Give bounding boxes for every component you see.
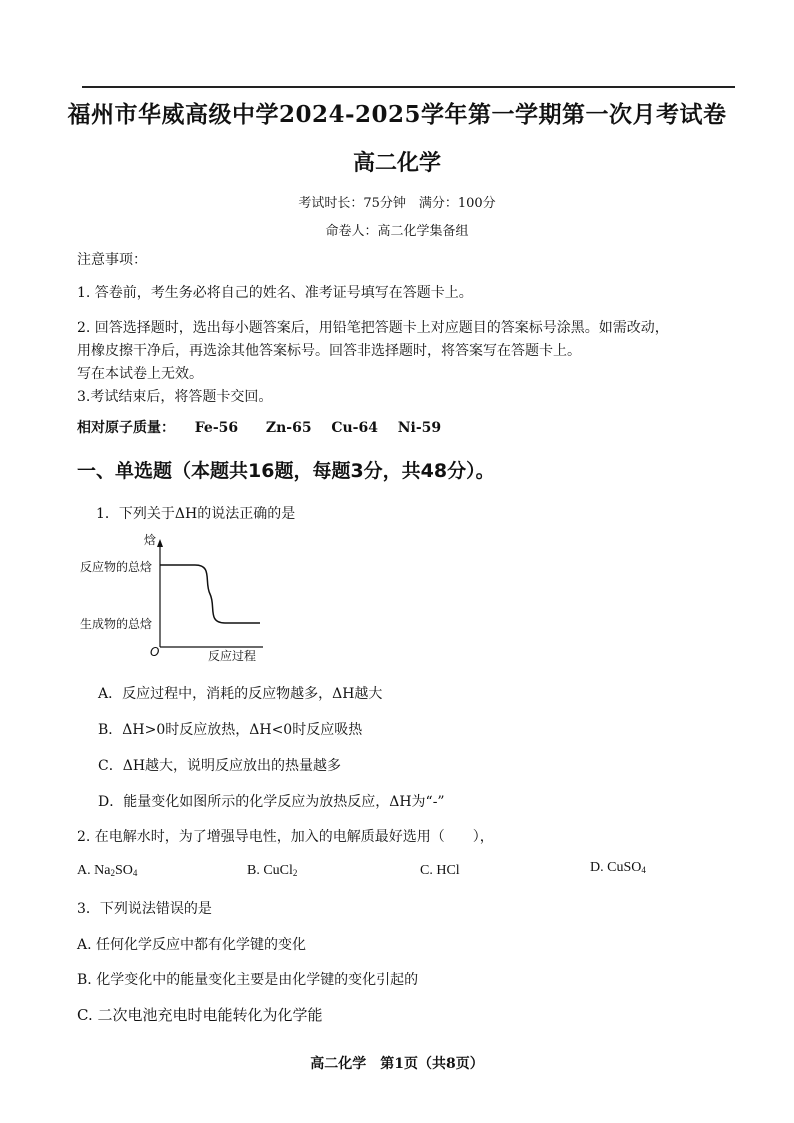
origin-label: O xyxy=(150,645,160,659)
header-rule xyxy=(82,86,735,88)
q1-option-b: B．ΔH>0时反应放热，ΔH<0时反应吸热 xyxy=(98,722,363,738)
exam-subject: 高二化学 xyxy=(352,150,441,176)
note-item-2-line1: 2. 回答选择题时，选出每小题答案后，用铅笔把答题卡上对应题目的答案标号涂黑。如需改动， xyxy=(77,320,669,336)
question-3-stem: 3．下列说法错误的是 xyxy=(77,901,212,917)
q3-option-b: B. 化学变化中的能量变化主要是由化学键的变化引起的 xyxy=(77,972,419,988)
note-item-3: 3.考试结束后，将答题卡交回。 xyxy=(77,389,273,405)
atomic-mass-zn: Zn-65 xyxy=(265,420,312,436)
atomic-mass-label: 相对原子质量： xyxy=(77,420,175,436)
note-item-2-line3: 写在本试卷上无效。 xyxy=(77,366,203,382)
x-axis-label: 反应过程 xyxy=(208,649,257,663)
q3-option-c: C. 二次电池充电时电能转化为化学能 xyxy=(77,1006,323,1024)
question-2-stem: 2. 在电解水时，为了增强导电性，加入的电解质最好选用（ ）， xyxy=(77,829,494,845)
enthalpy-chart-svg xyxy=(78,535,278,665)
q1-option-a: A．反应过程中，消耗的反应物越多，ΔH越大 xyxy=(98,686,383,702)
reactant-label: 反应物的总焓 xyxy=(80,560,153,574)
q3-option-a: A. 任何化学反应中都有化学键的变化 xyxy=(77,937,307,953)
atomic-mass-fe: Fe-56 xyxy=(194,420,239,436)
exam-time-info: 考试时长：75分钟 满分：100分 xyxy=(298,196,496,211)
product-label: 生成物的总焓 xyxy=(80,617,153,631)
atomic-mass-ni: Ni-59 xyxy=(397,420,442,436)
question-1-stem: 1．下列关于ΔH的说法正确的是 xyxy=(96,506,296,522)
enthalpy-chart xyxy=(78,535,278,665)
q1-option-c: C．ΔH越大，说明反应放出的热量越多 xyxy=(98,758,342,774)
notes-heading: 注意事项： xyxy=(77,252,147,268)
q2-option-b: B. CuCl$_2$ xyxy=(247,863,298,878)
q1-option-d: D．能量变化如图所示的化学反应为放热反应，ΔH为“-” xyxy=(98,794,445,810)
atomic-mass-line xyxy=(77,417,441,437)
q2-option-c: C. HCl xyxy=(420,863,460,878)
enthalpy-curve xyxy=(160,565,260,623)
y-axis-label: 焓 xyxy=(144,533,157,547)
exam-author: 命卷人：高二化学集备组 xyxy=(325,224,469,239)
q2-option-d: D. CuSO$_4$ xyxy=(590,860,646,875)
q2-option-a: A. $Na_2SO_4$ xyxy=(77,863,138,878)
atomic-mass-cu: Cu-64 xyxy=(331,420,378,436)
note-item-1: 1. 答卷前，考生务必将自己的姓名、准考证号填写在答题卡上。 xyxy=(77,285,473,301)
exam-title: 福州市华威高级中学2024-2025学年第一学期第一次月考试卷 xyxy=(67,101,727,128)
section-1-heading: 一、单选题（本题共16题，每题3分，共48分）。 xyxy=(77,460,495,482)
page-footer: 高二化学 第1页（共8页） xyxy=(310,1056,484,1072)
note-item-2-line2: 用橡皮擦干净后，再选涂其他答案标号。回答非选择题时，将答案写在答题卡上。 xyxy=(77,343,581,359)
y-axis-arrow-icon xyxy=(157,539,163,547)
